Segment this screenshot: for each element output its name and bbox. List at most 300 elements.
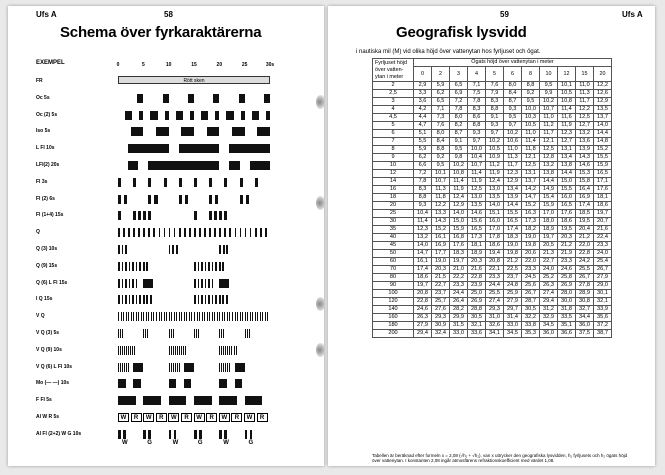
light-mark bbox=[146, 295, 148, 304]
range-cell: 11,2 bbox=[540, 122, 558, 130]
table-row bbox=[373, 282, 612, 290]
alternating-wr-bar bbox=[118, 413, 270, 422]
range-cell: 16,5 bbox=[504, 218, 522, 226]
light-mark bbox=[138, 228, 140, 237]
range-cell: 6,2 bbox=[432, 90, 450, 98]
range-cell: 11,9 bbox=[450, 186, 468, 194]
range-cell: 15,0 bbox=[450, 218, 468, 226]
range-cell: 19,7 bbox=[414, 282, 432, 290]
character-bar bbox=[118, 346, 270, 355]
scale-tick: 20 bbox=[216, 62, 223, 68]
range-cell: 13,9 bbox=[576, 146, 594, 154]
light-height-cell: 3 bbox=[373, 98, 414, 106]
light-height-cell: 40 bbox=[373, 234, 414, 242]
light-mark bbox=[179, 312, 180, 321]
range-cell: 12,5 bbox=[522, 162, 540, 170]
light-mark bbox=[199, 430, 202, 439]
range-cell: 30,5 bbox=[468, 314, 486, 322]
light-mark bbox=[139, 262, 141, 271]
range-cell: 15,2 bbox=[432, 226, 450, 234]
range-cell: 17,4 bbox=[576, 202, 594, 210]
eye-height-header: 12 bbox=[558, 67, 576, 82]
range-cell: 9,7 bbox=[468, 138, 486, 146]
light-mark bbox=[194, 262, 196, 271]
range-cell: 12,1 bbox=[522, 154, 540, 162]
range-cell: 31,5 bbox=[450, 322, 468, 330]
range-cell: 8,7 bbox=[450, 130, 468, 138]
range-cell: 23,3 bbox=[594, 242, 612, 250]
character-bar bbox=[118, 195, 270, 204]
light-mark bbox=[175, 346, 176, 355]
light-mark bbox=[199, 312, 200, 321]
range-cell: 7,6 bbox=[486, 82, 504, 90]
range-cell: 18,9 bbox=[540, 226, 558, 234]
light-mark bbox=[143, 127, 156, 136]
table-row bbox=[373, 122, 612, 130]
range-cell: 11,0 bbox=[576, 82, 594, 90]
character-bar bbox=[118, 295, 270, 304]
range-cell: 33,0 bbox=[504, 322, 522, 330]
light-mark bbox=[240, 228, 242, 237]
range-cell: 13,0 bbox=[468, 194, 486, 202]
range-cell: 31,8 bbox=[558, 306, 576, 314]
range-cell: 32,9 bbox=[540, 314, 558, 322]
phase-label: G bbox=[147, 439, 152, 446]
range-cell: 18,6 bbox=[558, 218, 576, 226]
range-cell: 12,5 bbox=[576, 114, 594, 122]
phase-label: W bbox=[122, 439, 128, 446]
light-height-cell: 5 bbox=[373, 122, 414, 130]
range-cell: 21,6 bbox=[594, 226, 612, 234]
range-cell: 8,8 bbox=[468, 122, 486, 130]
range-cell: 12,3 bbox=[504, 170, 522, 178]
range-cell: 24,0 bbox=[540, 266, 558, 274]
light-mark bbox=[208, 262, 210, 271]
light-mark bbox=[221, 329, 222, 338]
light-mark bbox=[176, 312, 177, 321]
range-cell: 16,5 bbox=[558, 202, 576, 210]
range-cell: 9,3 bbox=[504, 106, 522, 114]
light-height-cell: 80 bbox=[373, 274, 414, 282]
range-cell: 14,4 bbox=[540, 178, 558, 186]
light-mark bbox=[154, 195, 157, 204]
range-cell: 8,8 bbox=[432, 146, 450, 154]
light-mark bbox=[125, 262, 127, 271]
light-mark bbox=[120, 346, 121, 355]
character-bar bbox=[118, 363, 270, 372]
light-mark bbox=[194, 396, 212, 405]
light-mark bbox=[132, 262, 134, 271]
range-cell: 18,3 bbox=[450, 250, 468, 258]
light-mark bbox=[118, 144, 128, 153]
range-cell: 8,8 bbox=[486, 106, 504, 114]
range-cell: 21,5 bbox=[432, 274, 450, 282]
range-cell: 30,1 bbox=[594, 290, 612, 298]
light-mark bbox=[252, 312, 253, 321]
range-cell: 26,7 bbox=[522, 290, 540, 298]
range-cell: 16,4 bbox=[576, 186, 594, 194]
light-mark bbox=[122, 245, 124, 254]
light-mark bbox=[247, 312, 248, 321]
range-cell: 9,3 bbox=[414, 202, 432, 210]
range-cell: 14,9 bbox=[540, 186, 558, 194]
range-cell: 9,5 bbox=[522, 98, 540, 106]
light-mark bbox=[197, 312, 198, 321]
range-cell: 11,9 bbox=[468, 178, 486, 186]
range-cell: 4,2 bbox=[414, 106, 432, 114]
range-cell: 22,2 bbox=[450, 274, 468, 282]
range-cell: 15,5 bbox=[594, 154, 612, 162]
range-cell: 11,4 bbox=[450, 178, 468, 186]
character-label: Q (9) 15s bbox=[36, 262, 58, 269]
range-cell: 27,8 bbox=[576, 282, 594, 290]
range-cell: 13,1 bbox=[558, 146, 576, 154]
phase-label: R bbox=[181, 413, 192, 422]
light-mark bbox=[118, 363, 119, 372]
range-cell: 25,8 bbox=[558, 274, 576, 282]
range-cell: 35,6 bbox=[594, 314, 612, 322]
light-height-cell: 70 bbox=[373, 266, 414, 274]
scale-tick: 25 bbox=[241, 62, 248, 68]
light-mark bbox=[118, 379, 126, 388]
range-cell: 14,0 bbox=[450, 210, 468, 218]
range-cell: 10,7 bbox=[432, 178, 450, 186]
light-mark bbox=[194, 127, 207, 136]
light-mark bbox=[219, 144, 229, 153]
light-mark bbox=[143, 430, 146, 439]
range-cell: 28,2 bbox=[450, 306, 468, 314]
range-cell: 15,5 bbox=[504, 210, 522, 218]
range-cell: 12,4 bbox=[486, 178, 504, 186]
light-height-cell: 9 bbox=[373, 154, 414, 162]
range-cell: 27,9 bbox=[504, 298, 522, 306]
light-mark bbox=[118, 211, 121, 220]
light-mark bbox=[123, 228, 125, 237]
range-cell: 20,3 bbox=[558, 234, 576, 242]
range-cell: 11,4 bbox=[414, 218, 432, 226]
range-cell: 16,9 bbox=[432, 242, 450, 250]
light-mark bbox=[177, 363, 178, 372]
table-row bbox=[373, 306, 612, 314]
light-mark bbox=[208, 279, 210, 288]
range-cell: 19,5 bbox=[558, 226, 576, 234]
range-cell: 30,8 bbox=[576, 298, 594, 306]
character-label: Mo (— —) 10s bbox=[36, 380, 70, 387]
range-cell: 24,6 bbox=[414, 306, 432, 314]
range-cell: 7,1 bbox=[432, 106, 450, 114]
range-cell: 24,2 bbox=[576, 258, 594, 266]
light-mark bbox=[219, 262, 221, 271]
range-cell: 11,9 bbox=[558, 122, 576, 130]
range-cell: 20,5 bbox=[540, 242, 558, 250]
light-height-cell: 2,5 bbox=[373, 90, 414, 98]
range-cell: 13,1 bbox=[522, 170, 540, 178]
range-cell: 14,7 bbox=[414, 250, 432, 258]
binder-hole bbox=[316, 343, 325, 357]
range-cell: 6,6 bbox=[414, 162, 432, 170]
range-cell: 27,4 bbox=[540, 290, 558, 298]
range-table bbox=[372, 58, 612, 338]
table-row bbox=[373, 298, 612, 306]
range-cell: 16,5 bbox=[594, 170, 612, 178]
page-number-left: 58 bbox=[164, 10, 173, 19]
light-mark bbox=[219, 329, 220, 338]
light-height-cell: 7 bbox=[373, 138, 414, 146]
light-mark bbox=[201, 279, 203, 288]
light-mark bbox=[209, 228, 211, 237]
column-group-header: Ögats höjd över vattenytan i meter bbox=[414, 59, 612, 67]
light-mark bbox=[237, 312, 238, 321]
character-bar bbox=[118, 396, 270, 405]
range-cell: 11,3 bbox=[504, 154, 522, 162]
light-mark bbox=[126, 363, 127, 372]
light-mark bbox=[235, 228, 237, 237]
range-cell: 18,1 bbox=[468, 242, 486, 250]
light-mark bbox=[177, 346, 178, 355]
light-mark bbox=[183, 111, 190, 120]
range-cell: 32,7 bbox=[576, 306, 594, 314]
table-row bbox=[373, 234, 612, 242]
range-cell: 13,3 bbox=[432, 210, 450, 218]
character-bar bbox=[118, 279, 270, 288]
light-mark bbox=[153, 228, 155, 237]
range-cell: 8,4 bbox=[432, 138, 450, 146]
range-cell: 13,6 bbox=[576, 138, 594, 146]
light-mark bbox=[194, 211, 197, 220]
table-row bbox=[373, 98, 612, 106]
range-cell: 24,8 bbox=[504, 282, 522, 290]
light-mark bbox=[214, 228, 216, 237]
range-cell: 12,9 bbox=[594, 98, 612, 106]
range-cell: 27,9 bbox=[594, 274, 612, 282]
range-cell: 14,8 bbox=[594, 138, 612, 146]
table-row bbox=[373, 194, 612, 202]
range-cell: 17,4 bbox=[504, 226, 522, 234]
light-mark bbox=[133, 228, 135, 237]
range-cell: 27,6 bbox=[432, 306, 450, 314]
light-mark bbox=[171, 346, 172, 355]
table-row bbox=[373, 226, 612, 234]
light-mark bbox=[153, 312, 154, 321]
range-cell: 7,9 bbox=[486, 90, 504, 98]
range-cell: 33,9 bbox=[594, 306, 612, 314]
light-mark bbox=[227, 363, 228, 372]
light-mark bbox=[219, 111, 226, 120]
light-mark bbox=[184, 379, 192, 388]
right-page bbox=[328, 6, 655, 466]
light-mark bbox=[267, 312, 268, 321]
light-mark bbox=[225, 346, 226, 355]
range-cell: 10,8 bbox=[558, 98, 576, 106]
light-mark bbox=[194, 228, 196, 237]
range-cell: 12,7 bbox=[576, 122, 594, 130]
light-mark bbox=[240, 312, 241, 321]
phase-label: R bbox=[131, 413, 142, 422]
light-mark bbox=[265, 312, 266, 321]
light-mark bbox=[255, 312, 256, 321]
range-cell: 12,2 bbox=[594, 82, 612, 90]
light-mark bbox=[219, 279, 229, 288]
range-cell: 10,2 bbox=[540, 98, 558, 106]
light-mark bbox=[219, 379, 227, 388]
light-mark bbox=[122, 346, 123, 355]
light-mark bbox=[118, 295, 120, 304]
light-mark bbox=[214, 211, 217, 220]
light-height-cell: 140 bbox=[373, 306, 414, 314]
range-cell: 33,0 bbox=[450, 330, 468, 338]
range-cell: 12,6 bbox=[594, 90, 612, 98]
range-cell: 9,2 bbox=[522, 90, 540, 98]
range-cell: 13,8 bbox=[540, 170, 558, 178]
range-cell: 8,2 bbox=[450, 122, 468, 130]
range-cell: 13,2 bbox=[540, 162, 558, 170]
table-row bbox=[373, 114, 612, 122]
light-mark bbox=[204, 312, 205, 321]
light-mark bbox=[129, 295, 131, 304]
eye-height-header: 10 bbox=[540, 67, 558, 82]
range-cell: 17,6 bbox=[594, 186, 612, 194]
range-cell: 18,6 bbox=[486, 242, 504, 250]
light-mark bbox=[128, 346, 129, 355]
light-mark bbox=[125, 279, 127, 288]
range-cell: 14,0 bbox=[594, 122, 612, 130]
light-mark bbox=[223, 245, 225, 254]
light-mark bbox=[212, 312, 213, 321]
light-mark bbox=[133, 363, 143, 372]
range-cell: 13,7 bbox=[522, 178, 540, 186]
light-mark bbox=[169, 312, 170, 321]
range-cell: 11,0 bbox=[522, 130, 540, 138]
range-cell: 19,5 bbox=[576, 218, 594, 226]
light-mark bbox=[133, 178, 136, 187]
range-cell: 6,9 bbox=[450, 90, 468, 98]
light-mark bbox=[194, 312, 195, 321]
range-cell: 21,0 bbox=[450, 266, 468, 274]
range-cell: 8,4 bbox=[504, 90, 522, 98]
eye-height-header: 2 bbox=[432, 67, 450, 82]
range-cell: 19,4 bbox=[486, 250, 504, 258]
binder-hole bbox=[316, 297, 325, 311]
range-cell: 9,2 bbox=[432, 154, 450, 162]
table-row bbox=[373, 242, 612, 250]
light-mark bbox=[132, 111, 139, 120]
range-cell: 19,0 bbox=[522, 234, 540, 242]
light-mark bbox=[118, 127, 131, 136]
light-mark bbox=[205, 262, 207, 271]
range-cell: 20,7 bbox=[594, 218, 612, 226]
range-cell: 18,3 bbox=[504, 234, 522, 242]
light-mark bbox=[118, 430, 121, 439]
range-cell: 18,6 bbox=[414, 274, 432, 282]
eye-height-header: 4 bbox=[468, 67, 486, 82]
range-cell: 15,8 bbox=[576, 178, 594, 186]
range-cell: 19,0 bbox=[432, 258, 450, 266]
light-mark bbox=[134, 346, 135, 355]
range-cell: 16,3 bbox=[522, 210, 540, 218]
range-cell: 16,0 bbox=[558, 194, 576, 202]
light-mark bbox=[245, 127, 258, 136]
light-mark bbox=[136, 262, 138, 271]
light-height-cell: 30 bbox=[373, 218, 414, 226]
range-cell: 20,6 bbox=[522, 250, 540, 258]
light-mark bbox=[205, 279, 207, 288]
light-mark bbox=[143, 312, 144, 321]
range-cell: 11,0 bbox=[504, 146, 522, 154]
light-mark bbox=[169, 396, 187, 405]
range-cell: 10,2 bbox=[450, 162, 468, 170]
table-row bbox=[373, 258, 612, 266]
character-label: Q (6) L Fl 15s bbox=[36, 279, 68, 286]
character-label: V Q bbox=[36, 313, 45, 320]
range-cell: 17,3 bbox=[468, 234, 486, 242]
range-cell: 10,5 bbox=[486, 146, 504, 154]
range-cell: 15,6 bbox=[468, 218, 486, 226]
light-mark bbox=[242, 312, 243, 321]
range-cell: 32,1 bbox=[468, 322, 486, 330]
light-height-cell: 16 bbox=[373, 186, 414, 194]
light-mark bbox=[214, 312, 215, 321]
range-cell: 18,1 bbox=[594, 194, 612, 202]
row-header: Fyrljuset höjd över vatten-ytan i meter bbox=[373, 59, 414, 82]
range-cell: 7,5 bbox=[468, 90, 486, 98]
range-cell: 22,4 bbox=[594, 234, 612, 242]
range-cell: 37,2 bbox=[594, 322, 612, 330]
range-cell: 18,5 bbox=[576, 210, 594, 218]
eye-height-header: 0 bbox=[414, 67, 432, 82]
range-cell: 29,0 bbox=[594, 282, 612, 290]
light-mark bbox=[166, 312, 167, 321]
table-row bbox=[373, 154, 612, 162]
light-mark bbox=[219, 346, 220, 355]
range-cell: 7,3 bbox=[432, 114, 450, 122]
range-cell: 9,5 bbox=[450, 146, 468, 154]
light-mark bbox=[132, 295, 134, 304]
light-mark bbox=[124, 195, 127, 204]
light-mark bbox=[148, 178, 151, 187]
light-mark bbox=[201, 295, 203, 304]
light-mark bbox=[221, 346, 222, 355]
light-mark bbox=[129, 262, 131, 271]
range-cell: 19,8 bbox=[504, 250, 522, 258]
character-bar bbox=[118, 430, 270, 446]
range-cell: 25,9 bbox=[504, 290, 522, 298]
light-mark bbox=[222, 262, 224, 271]
light-mark bbox=[227, 346, 228, 355]
range-cell: 10,3 bbox=[522, 114, 540, 122]
range-cell: 10,6 bbox=[504, 138, 522, 146]
character-label: F Fl 5s bbox=[36, 397, 52, 404]
eye-height-header: 15 bbox=[576, 67, 594, 82]
range-cell: 25,5 bbox=[486, 290, 504, 298]
light-mark bbox=[145, 329, 146, 338]
range-cell: 12,9 bbox=[504, 178, 522, 186]
light-mark bbox=[194, 178, 197, 187]
subtitle: i nautiska mil (M) vid olika höjd över vattenytan hos fyrljuset och ögat. bbox=[356, 49, 541, 55]
range-cell: 11,4 bbox=[522, 138, 540, 146]
character-label: V Q (3) 5s bbox=[36, 330, 60, 336]
light-mark bbox=[199, 228, 201, 237]
range-cell: 31,2 bbox=[540, 306, 558, 314]
range-cell: 29,4 bbox=[540, 298, 558, 306]
light-mark bbox=[159, 312, 160, 321]
light-mark bbox=[171, 363, 172, 372]
range-cell: 22,0 bbox=[576, 242, 594, 250]
character-bar bbox=[118, 211, 270, 220]
range-cell: 11,7 bbox=[504, 162, 522, 170]
light-mark bbox=[219, 312, 220, 321]
light-mark bbox=[212, 279, 214, 288]
light-mark bbox=[209, 195, 212, 204]
